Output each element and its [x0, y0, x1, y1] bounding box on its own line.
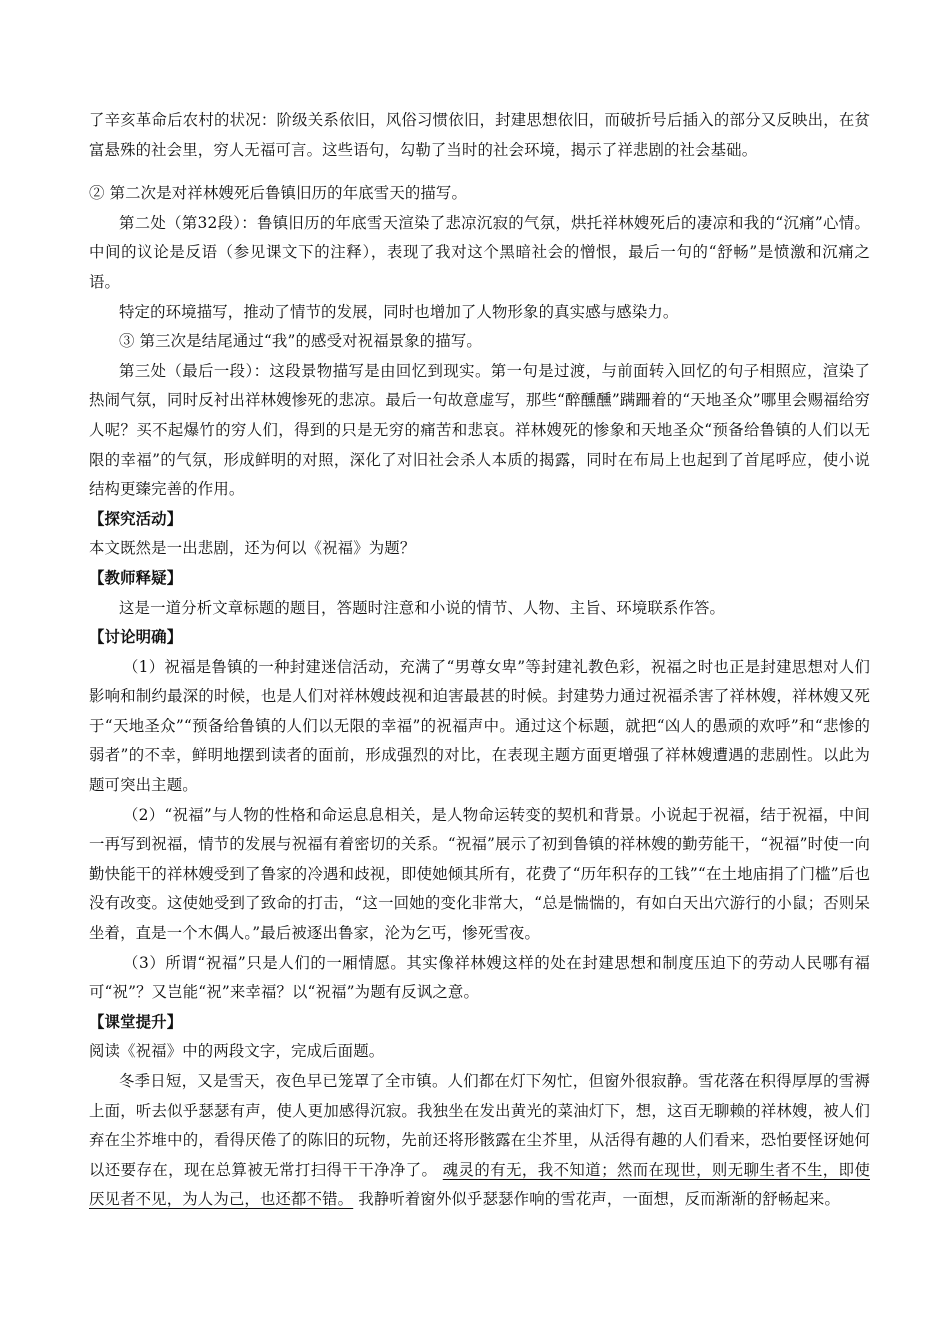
- heading-explore-activity: 【探究活动】: [89, 509, 183, 528]
- paragraph-point-3: （3）所谓“祝福”只是人们的一厢情愿。其实像祥林嫂这样的处在封建思想和制度压迫下的劳动人民哪有福可“祝”？又岂能“祝”来幸福？以“祝福”为题有反讽之意。: [89, 953, 870, 1002]
- paragraph-second-place: 第二处（第32段）：鲁镇旧历的年底雪天渲染了悲凉沉寂的气氛，烘托祥林嫂死后的凄凉和我的“沉痛”心情。中间的议论是反语（参见课文下的注释），表现了我对这个黑暗社会的憎恨，最后一句的“舒畅”是愤激和沉痛之语。: [89, 213, 870, 291]
- paragraph-reading-instruction: 阅读《祝福》中的两段文字，完成后面题。: [89, 1042, 385, 1061]
- document-page: [89, 106, 870, 1215]
- paragraph-point-1: （1）祝福是鲁镇的一种封建迷信活动，充满了“男尊女卑”等封建礼教色彩，祝福之时也正是封建思想对人们影响和制约最深的时候，也是人们对祥林嫂歧视和迫害最甚的时候。封建势力通过祝福杀害了祥林嫂，祥林嫂又死于“天地圣众”“预备给鲁镇的人们以无限的幸福”的祝福声中。通过这个标题，就把“凶人的愚顽的欢呼”和“悲惨的弱者”的不幸，鲜明地摆到读者的面前，形成强烈的对比，在表现主题方面更增强了祥林嫂遭遇的悲剧性。以此为题可突出主题。: [89, 657, 870, 795]
- excerpt-text-end: 我静听着窗外似乎瑟瑟作响的雪花声，一面想，反而渐渐的舒畅起来。: [358, 1190, 841, 1209]
- paragraph-third-scene: ③ 第三次是结尾通过“我”的感受对祝福景象的描写。: [119, 332, 482, 351]
- spacer: [89, 165, 870, 179]
- excerpt-underlined-sentence: 魂灵的有无，我不知道；然而在现世，则无聊生者不生，即使厌见者不见，为人为己，也还都不错。: [89, 1160, 870, 1209]
- paragraph-point-2: （2）“祝福”与人物的性格和命运息息相关，是人物命运转变的契机和背景。小说起于祝福，结于祝福，中间一再写到祝福，情节的发展与祝福有着密切的关系。“祝福”展示了初到鲁镇的祥林嫂的勤劳能干，“祝福”时使一向勤快能干的祥林嫂受到了鲁家的冷遇和歧视，即使她倾其所有，花费了“历年积存的工钱”“在土地庙捐了门槛”后也没有改变。这使她受到了致命的打击，“这一回她的变化非常大，“总是惴惴的，有如白天出穴游行的小鼠；否则呆坐着，直是一个木偶人。”最后被逐出鲁家，沦为乞丐，惨死雪夜。: [89, 805, 870, 943]
- excerpt-text-start: 冬季日短，又是雪天，夜色早已笼罩了全市镇。人们都在灯下匆忙，但窗外很寂静。雪花落在积得厚厚的雪褥上面，听去似乎瑟瑟有声，使人更加感得沉寂。我独坐在发出黄光的菜油灯下，想，这百无聊赖的祥林嫂，被人们弃在尘芥堆中的，看得厌倦了的陈旧的玩物，先前还将形骸露在尘芥里，从活得有趣的人们看来，恐怕要怪讶她何以还要存在，现在总算被无常打扫得干干净净了。: [89, 1072, 870, 1179]
- heading-class-improve: 【课堂提升】: [89, 1012, 183, 1031]
- paragraph-environment: 特定的环境描写，推动了情节的发展，同时也增加了人物形象的真实感与感染力。: [119, 302, 679, 321]
- paragraph-society: 了辛亥革命后农村的状况：阶级关系依旧，风俗习惯依旧，封建思想依旧，而破折号后插入的部分又反映出，在贫富悬殊的社会里，穷人无福可言。这些语句，勾勒了当时的社会环境，揭示了祥悲剧的社会基础。: [89, 111, 870, 159]
- paragraph-second-scene: ② 第二次是对祥林嫂死后鲁镇旧历的年底雪天的描写。: [89, 184, 468, 203]
- heading-discussion: 【讨论明确】: [89, 628, 183, 647]
- paragraph-teacher-tip: 这是一道分析文章标题的题目，答题时注意和小说的情节、人物、主旨、环境联系作答。: [119, 598, 726, 617]
- paragraph-question: 本文既然是一出悲剧，还为何以《祝福》为题？: [89, 539, 416, 558]
- heading-teacher-explain: 【教师释疑】: [89, 568, 183, 587]
- paragraph-third-place: 第三处（最后一段）：这段景物描写是由回忆到现实。第一句是过渡，与前面转入回忆的句子相照应，渲染了热闹气氛，同时反衬出祥林嫂惨死的悲凉。最后一句故意虚写，那些“醉醺醺”蹒跚着的“天地圣众”哪里会赐福给穷人呢？买不起爆竹的穷人们，得到的只是无穷的痛苦和悲哀。祥林嫂死的惨象和天地圣众“预备给鲁镇的人们以无限的幸福”的气氛，形成鲜明的对照，深化了对旧社会杀人本质的揭露，同时在布局上也起到了首尾呼应，使小说结构更臻完善的作用。: [89, 361, 870, 499]
- paragraph-excerpt: [89, 1067, 870, 1215]
